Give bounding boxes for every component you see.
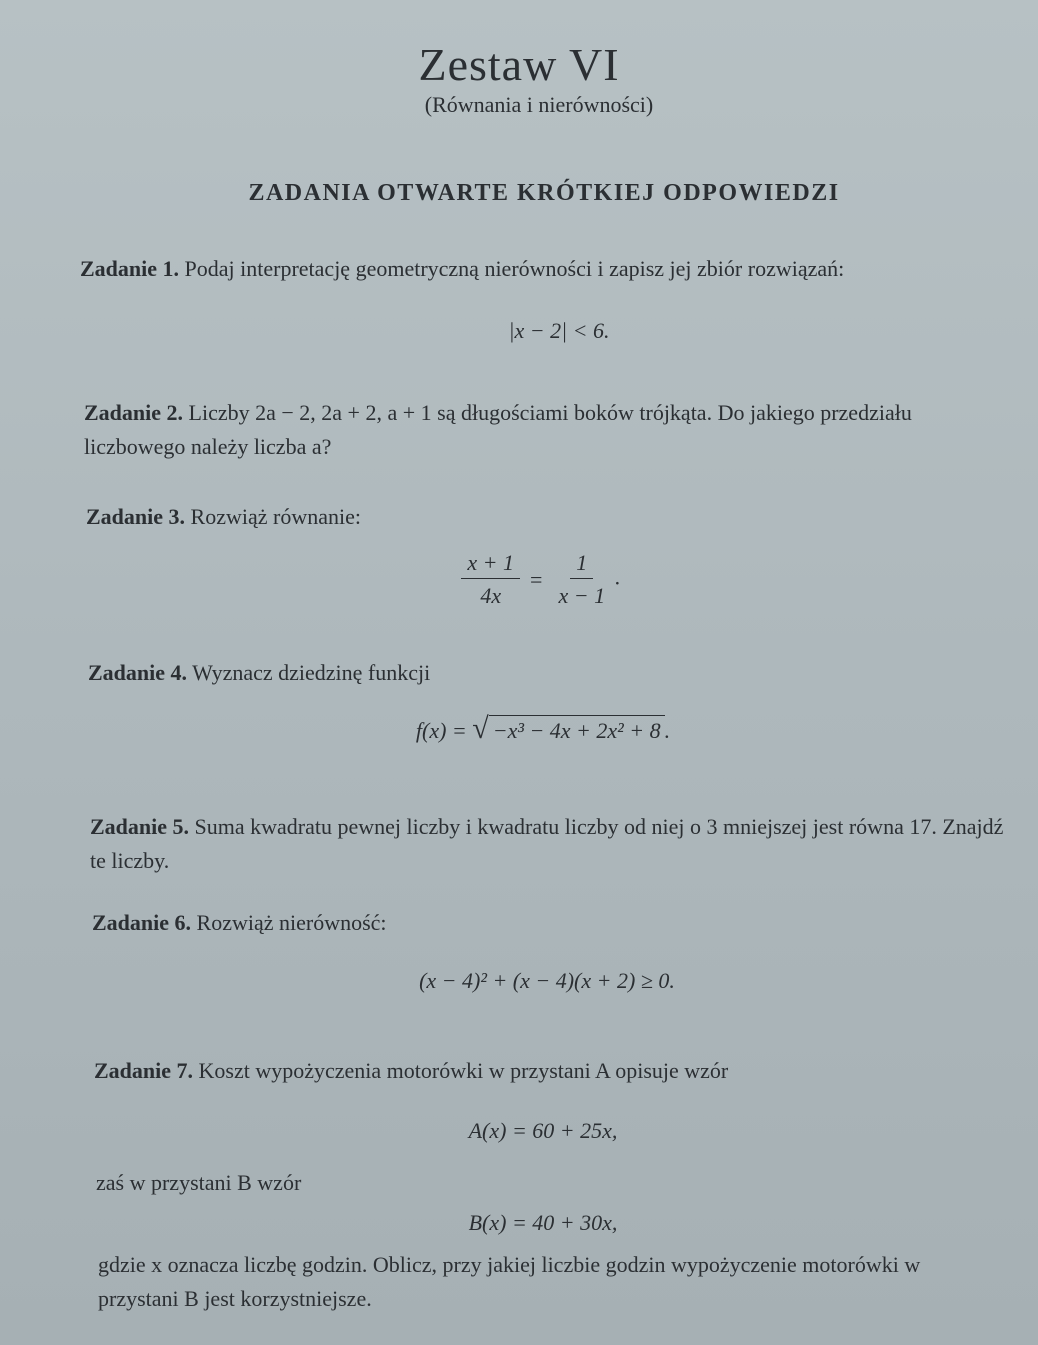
task-label: Zadanie 4.	[88, 660, 188, 685]
task-text: Rozwiąż równanie:	[190, 504, 361, 529]
page-title: Zestaw VI	[418, 39, 620, 90]
formula-end: .	[615, 564, 621, 590]
task-text: Liczby 2a − 2, 2a + 2, a + 1 są długościami boków trójkąta. Do jakiego przedziału liczbowego należy liczba a?	[84, 400, 912, 459]
task-label: Zadanie 3.	[86, 504, 186, 529]
task-text: Suma kwadratu pewnej liczby i kwadratu liczby od niej o 3 mniejszej jest równa 17. Znajdź te liczby.	[90, 814, 1004, 873]
task-7-text-b: zaś w przystani B wzór	[96, 1170, 302, 1195]
task-3	[86, 500, 1006, 534]
denominator: 4x	[480, 583, 502, 608]
task-text: Rozwiąż nierówność:	[196, 910, 387, 935]
page-subtitle: (Równania i nierówności)	[424, 92, 654, 117]
task-5	[90, 810, 1010, 878]
task-7-text-end: gdzie x oznacza liczbę godzin. Oblicz, przy jakiej liczbie godzin wypożyczenie motorówki w przystani B jest korzystniejsze.	[98, 1252, 921, 1311]
task-6-formula: (x − 4)² + (x − 4)(x + 2) ≥ 0.	[419, 968, 675, 993]
task-label: Zadanie 1.	[80, 256, 180, 281]
task-label: Zadanie 5.	[90, 814, 190, 839]
task-1	[80, 252, 1000, 286]
task-7	[94, 1054, 1014, 1088]
task-1-formula: |x − 2| < 6.	[508, 318, 610, 343]
task-4-formula: f(x) = √ −x³ − 4x + 2x² + 8 .	[415, 712, 671, 745]
task-4	[88, 656, 1008, 690]
task-6	[92, 906, 1012, 940]
formula-lhs: f(x) =	[415, 718, 467, 743]
numerator: 1	[570, 550, 593, 579]
task-label: Zadanie 6.	[92, 910, 192, 935]
square-root: −x³ − 4x + 2x² + 8	[489, 715, 665, 744]
section-heading: ZADANIA OTWARTE KRÓTKIEJ ODPOWIEDZI	[248, 180, 840, 206]
task-text: Koszt wypożyczenia motorówki w przystani A opisuje wzór	[198, 1058, 729, 1083]
formula-end: .	[664, 718, 671, 743]
numerator: x + 1	[461, 550, 520, 579]
task-2	[84, 396, 1004, 464]
task-7-formula-b: B(x) = 40 + 30x,	[468, 1210, 618, 1235]
task-label: Zadanie 2.	[84, 400, 184, 425]
fraction-left	[461, 550, 520, 609]
task-label: Zadanie 7.	[94, 1058, 194, 1083]
task-text: Podaj interpretację geometryczną nierówności i zapisz jej zbiór rozwiązań:	[184, 256, 845, 281]
task-7-formula-a: A(x) = 60 + 25x,	[468, 1118, 618, 1143]
task-3-formula: $\frac{x + 1}{4x}$ = $\frac{1}{x - 1}$ .	[20, 550, 1038, 609]
task-text: Wyznacz dziedzinę funkcji	[192, 660, 431, 685]
denominator: x − 1	[558, 583, 606, 608]
fraction-right	[552, 550, 611, 609]
